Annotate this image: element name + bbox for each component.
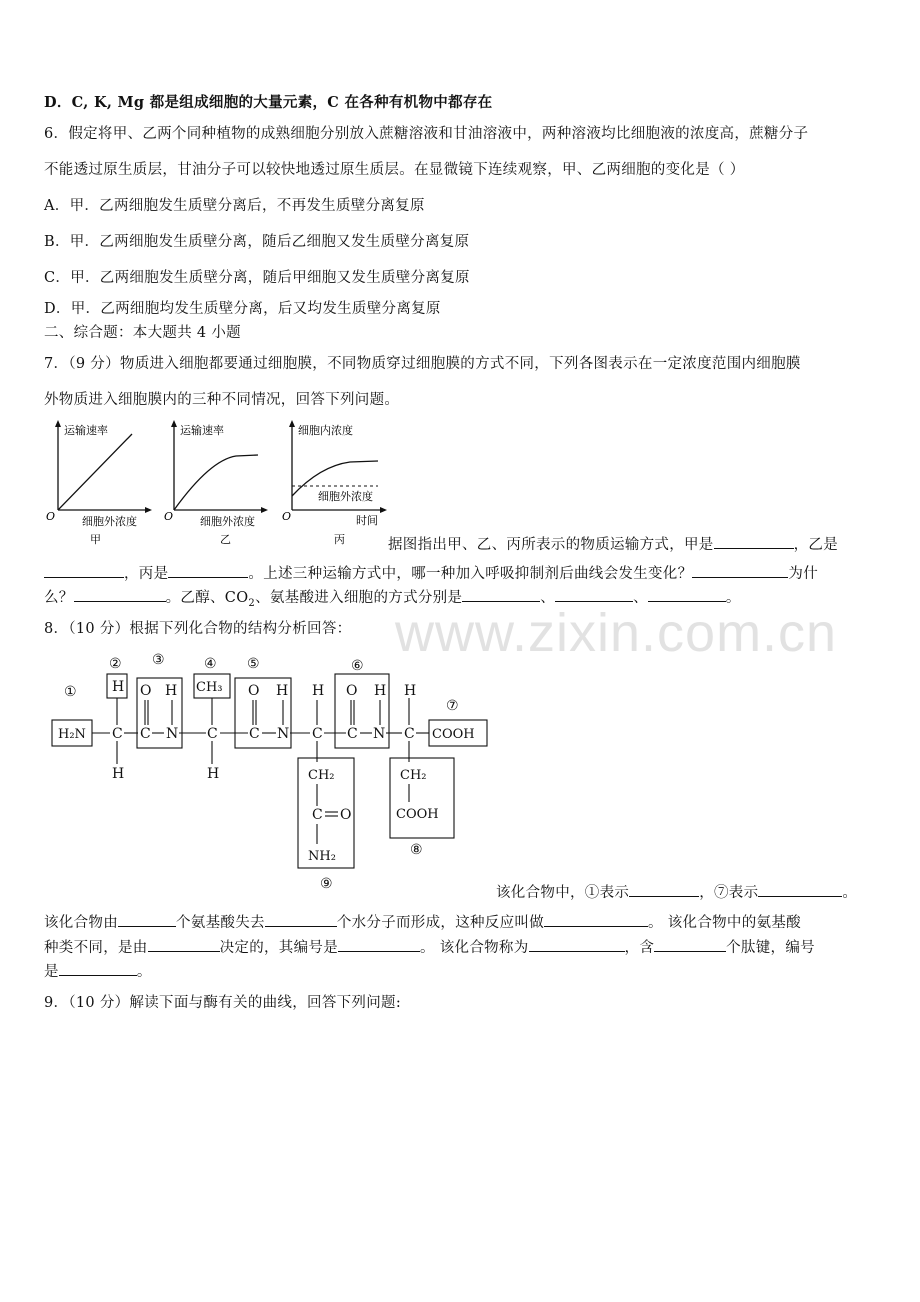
g3-dash-label: 细胞外浓度 — [318, 490, 373, 503]
svg-text:CH₂: CH₂ — [308, 768, 335, 783]
svg-text:C: C — [112, 726, 123, 742]
g2-ylabel: 运输速率 — [180, 424, 224, 437]
amino-group: H₂N — [58, 727, 86, 742]
graph-yi — [164, 420, 268, 546]
g1-xlabel: 细胞外浓度 — [82, 515, 137, 528]
q8-stem: 8．（10 分）根据下列化合物的结构分析回答： — [44, 621, 352, 637]
q7-stem-line1: 7．（9 分）物质进入细胞都要通过细胞膜，不同物质穿过细胞膜的方式不同，下列各图表示在一定浓度范围内细胞膜 — [44, 356, 801, 372]
num-9: ⑨ — [320, 876, 333, 892]
num-5: ⑤ — [247, 656, 260, 672]
blank-yi[interactable] — [44, 563, 124, 578]
blank-bond-numbers[interactable] — [59, 961, 137, 976]
q6-stem-line2: 不能透过原生质层，甘油分子可以较快地透过原生质层。在显微镜下连续观察，甲、乙两细胞的变化是（ ） — [44, 162, 745, 178]
svg-text:O: O — [340, 807, 352, 823]
num-8: ⑧ — [410, 842, 423, 858]
q7-graphs — [40, 418, 400, 550]
g1-origin: O — [46, 510, 56, 523]
svg-text:O: O — [248, 683, 260, 699]
g1-ylabel: 运输速率 — [64, 424, 108, 437]
blank-compound-name[interactable] — [529, 937, 625, 952]
g2-origin: O — [164, 510, 174, 523]
g3-xlabel: 时间 — [356, 514, 378, 527]
svg-text:H: H — [312, 683, 325, 699]
methyl-group: CH₃ — [196, 680, 223, 695]
carboxyl-group: COOH — [432, 727, 475, 742]
svg-text:O: O — [346, 683, 358, 699]
graph-bing — [282, 420, 387, 546]
num-6: ⑥ — [351, 658, 364, 674]
svg-text:C: C — [312, 726, 323, 742]
svg-text:H: H — [207, 766, 220, 782]
q7-stem-line2: 外物质进入细胞膜内的三种不同情况，回答下列问题。 — [44, 392, 400, 408]
svg-text:CH₂: CH₂ — [400, 768, 427, 783]
q7-answer-line1: 据图指出甲、乙、丙所表示的物质运输方式，甲是 ，乙是 — [388, 533, 838, 554]
num-7: ⑦ — [446, 698, 459, 714]
blank-reason[interactable] — [74, 587, 166, 602]
svg-text:H: H — [404, 683, 417, 699]
svg-text:H: H — [374, 683, 387, 699]
blank-jia[interactable] — [714, 534, 794, 549]
svg-text:C: C — [347, 726, 358, 742]
svg-text:N: N — [166, 726, 179, 742]
g3-name: 丙 — [334, 533, 345, 546]
blank-aa-count[interactable] — [118, 912, 176, 927]
g2-xlabel: 细胞外浓度 — [200, 515, 255, 528]
q6-option-a: A．甲．乙两细胞发生质壁分离后，不再发生质壁分离复原 — [44, 198, 425, 214]
num-3: ③ — [152, 652, 165, 668]
blank-determined-by[interactable] — [148, 937, 220, 952]
q6-option-c: C．甲．乙两细胞发生质壁分离，随后甲细胞又发生质壁分离复原 — [44, 270, 470, 286]
q7-answer-line2: ，丙是 。上述三种运输方式中，哪一种加入呼吸抑制剂后曲线会发生变化？ 为什 — [44, 562, 818, 583]
svg-text:H: H — [112, 679, 125, 695]
svg-text:COOH: COOH — [396, 807, 439, 822]
section-2-heading: 二、综合题：本大题共 4 小题 — [44, 325, 241, 341]
q8-answer-line2: 该化合物由 个氨基酸失去 个水分子而形成，这种反应叫做 。 该化合物中的氨基酸 — [44, 911, 801, 932]
svg-text:NH₂: NH₂ — [308, 849, 336, 864]
blank-peptide-bonds[interactable] — [654, 937, 726, 952]
q8-answer-line1: 该化合物中，①表示 ，⑦表示 。 — [496, 881, 857, 902]
blank-amino-acid[interactable] — [648, 587, 726, 602]
svg-text:C: C — [312, 807, 323, 823]
svg-text:C: C — [249, 726, 260, 742]
svg-text:H: H — [276, 683, 289, 699]
graph-jia — [46, 420, 152, 546]
svg-text:C: C — [207, 726, 218, 742]
watermark: www.zixin.com.cn — [395, 603, 838, 663]
svg-text:O: O — [140, 683, 152, 699]
q6-stem-line1: 6．假定将甲、乙两个同种植物的成熟细胞分别放入蔗糖溶液和甘油溶液中，两种溶液均比细胞液的浓度高，蔗糖分子 — [44, 126, 809, 142]
blank-inhibitor[interactable] — [692, 563, 788, 578]
g3-origin: O — [282, 510, 292, 523]
svg-text:N: N — [373, 726, 386, 742]
svg-text:H: H — [112, 766, 125, 782]
svg-text:C: C — [140, 726, 151, 742]
num-1: ① — [64, 684, 77, 700]
q9-stem: 9．（10 分）解读下面与酶有关的曲线，回答下列问题: — [44, 995, 402, 1011]
blank-reaction[interactable] — [544, 912, 648, 927]
svg-text:C: C — [404, 726, 415, 742]
blank-numbers[interactable] — [338, 937, 420, 952]
svg-text:N: N — [277, 726, 290, 742]
svg-text:H: H — [165, 683, 178, 699]
num-4: ④ — [204, 656, 217, 672]
g2-name: 乙 — [220, 533, 231, 546]
g3-ylabel: 细胞内浓度 — [298, 424, 353, 437]
q8-answer-line4: 是 。 — [44, 960, 152, 981]
blank-water-count[interactable] — [265, 912, 337, 927]
peptide-structure — [44, 648, 504, 896]
num-2: ② — [109, 656, 122, 672]
q7-answer-line3: 么？ 。乙醇、$CO_2$、氨基酸进入细胞的方式分别是 、 、 。 — [44, 586, 741, 609]
blank-ethanol[interactable] — [462, 587, 540, 602]
q5-option-d: D．C, K, Mg 都是组成细胞的大量元素，C 在各种有机物中都存在 — [44, 94, 493, 111]
q6-option-b: B．甲．乙两细胞发生质壁分离，随后乙细胞又发生质壁分离复原 — [44, 234, 470, 250]
q8-answer-line3: 种类不同，是由 决定的，其编号是 。 该化合物称为 ，含 个肽键，编号 — [44, 936, 815, 957]
blank-1[interactable] — [629, 882, 699, 897]
q6-option-d: D．甲．乙两细胞均发生质壁分离，后又均发生质壁分离复原 — [44, 301, 441, 317]
blank-7[interactable] — [758, 882, 842, 897]
blank-co2[interactable] — [555, 587, 633, 602]
blank-bing[interactable] — [168, 563, 248, 578]
g1-name: 甲 — [90, 533, 101, 546]
